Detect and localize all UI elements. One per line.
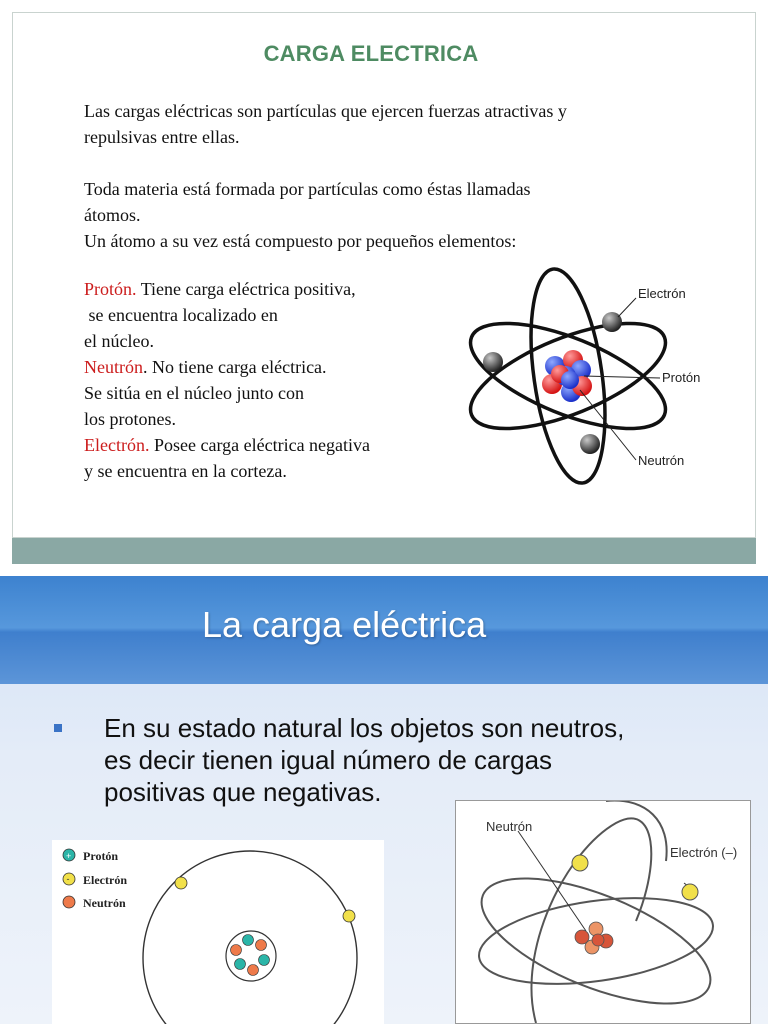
svg-text:-: - — [66, 874, 70, 884]
label-neutron: Neutrón — [486, 819, 533, 834]
electron-particle — [483, 352, 503, 372]
electron-particle — [343, 910, 355, 922]
electron-term: Electrón. — [84, 435, 150, 455]
label-proton: Protón — [662, 370, 701, 385]
electron-desc: y se encuentra en la corteza. — [84, 461, 287, 481]
text-line: átomos. — [84, 205, 141, 225]
svg-text:+: + — [66, 851, 72, 861]
atom-diagram — [458, 262, 720, 496]
text-line: Las cargas eléctricas son partículas que ejercen fuerzas atractivas y — [84, 101, 567, 121]
electron-particle — [175, 877, 187, 889]
proton-desc: Tiene carga eléctrica positiva, — [136, 279, 356, 299]
text-line: En su estado natural los objetos son neutros, — [104, 713, 625, 743]
particle-list — [84, 276, 370, 484]
label-electron: Electrón (–) — [670, 845, 738, 860]
slide-la-carga-electrica — [0, 576, 768, 1024]
label-neutron: Neutrón — [638, 453, 685, 468]
slide-footer-bar — [12, 538, 756, 564]
neutron-desc: los protones. — [84, 409, 176, 429]
electron-particle — [602, 312, 622, 332]
nucleus — [575, 922, 613, 954]
orbit-group — [466, 801, 727, 1023]
neutron-term: Neutrón — [84, 357, 143, 377]
label-electron: Electrón — [638, 286, 686, 301]
slide-title: CARGA ELECTRICA — [263, 41, 479, 66]
proton-desc: se encuentra localizado en — [84, 305, 278, 325]
paragraph-atoms — [84, 176, 531, 254]
legend-electron: Electrón — [83, 873, 127, 887]
legend — [63, 849, 127, 910]
slide-title: La carga eléctrica — [202, 604, 487, 645]
text-line: Un átomo a su vez está compuesto por pequeños elementos: — [84, 231, 517, 251]
neutron-line — [84, 354, 370, 380]
electron-particle — [580, 434, 600, 454]
neutron-desc: Se sitúa en el núcleo junto con — [84, 383, 304, 403]
bullet-text — [104, 712, 744, 808]
electron-desc: Posee carga eléctrica negativa — [149, 435, 371, 455]
atom-sketch-image — [455, 800, 751, 1024]
atom-model-image — [52, 840, 384, 1024]
electron-particle — [682, 884, 698, 900]
electron-particle — [572, 855, 588, 871]
proton-line — [84, 276, 370, 302]
legend-neutron: Neutrón — [83, 896, 126, 910]
bullet-marker — [54, 724, 62, 732]
text-line: positivas que negativas. — [104, 777, 382, 807]
neutron-desc: . No tiene carga eléctrica. — [142, 357, 327, 377]
text-line: es decir tienen igual número de cargas — [104, 745, 553, 775]
proton-desc: el núcleo. — [84, 331, 154, 351]
text-line: repulsivas entre ellas. — [84, 127, 240, 147]
paragraph-definition — [84, 98, 567, 150]
slide-header-band — [0, 576, 768, 684]
atom-sketch-svg — [456, 801, 750, 1023]
proton-term: Protón. — [84, 279, 137, 299]
text-line: Toda materia está formada por partículas como éstas llamadas — [84, 179, 531, 199]
legend-proton: Protón — [83, 849, 119, 863]
nucleus — [226, 931, 276, 981]
atom-model-svg — [52, 840, 384, 1024]
electron-line — [84, 432, 370, 458]
